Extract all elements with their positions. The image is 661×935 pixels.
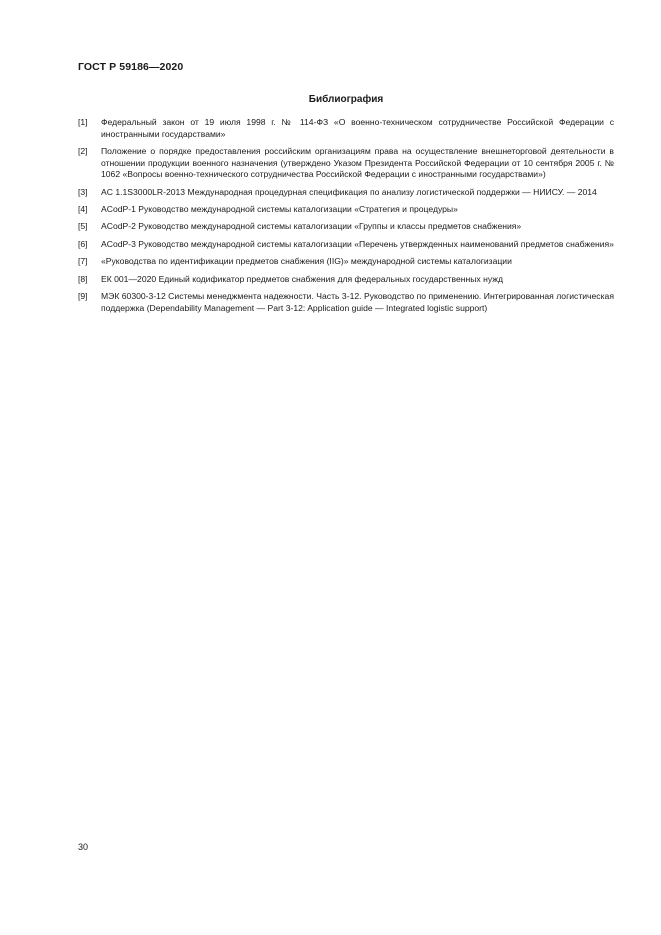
bibliography-item-number: [9] xyxy=(78,290,88,301)
bibliography-item xyxy=(78,146,614,181)
bibliography-item xyxy=(78,256,614,268)
bibliography-item-text: Федеральный закон от 19 июля 1998 г. № 114-ФЗ «О военно-техническом сотрудничестве Российской Федерации с иностранными государствами» xyxy=(101,117,614,139)
bibliography-item-number: [1] xyxy=(78,117,88,127)
bibliography-item xyxy=(78,187,614,199)
bibliography-item-text: «Руководства по идентификации предметов снабжения (IIG)» международной системы каталогизации xyxy=(101,256,512,267)
bibliography-item xyxy=(78,239,614,251)
bibliography-item-text: ACodP-3 Руководство международной системы каталогизации «Перечень утвержденных наименований предметов снабжения» xyxy=(101,238,614,249)
bibliography-item-number: [3] xyxy=(78,186,88,197)
bibliography-item-number: [2] xyxy=(78,145,88,156)
bibliography-item-text: AC 1.1S3000LR-2013 Международная процедурная спецификация по анализу логистической поддержки — НИИСУ. — 2014 xyxy=(101,186,597,197)
bibliography-item-number: [7] xyxy=(78,256,88,267)
document-code: ГОСТ Р 59186—2020 xyxy=(78,61,184,73)
bibliography-item xyxy=(78,221,614,233)
bibliography-item-number: [5] xyxy=(78,221,88,232)
bibliography-item xyxy=(78,117,614,140)
bibliography-item xyxy=(78,204,614,216)
page-number: 30 xyxy=(78,842,89,852)
bibliography-title: Библиография xyxy=(308,94,384,105)
bibliography-item xyxy=(78,274,614,286)
bibliography-item-number: [6] xyxy=(78,238,88,249)
bibliography-item-number: [4] xyxy=(78,203,88,214)
bibliography-item-number: [8] xyxy=(78,273,88,284)
bibliography-item xyxy=(78,291,614,314)
bibliography-item-text: МЭК 60300-3-12 Системы менеджмента надежности. Часть 3-12. Руководство по применению. Интегрированная логистическая поддержка (Dependability Management — Part 3-12: Application guide — Integrated logistic support) xyxy=(101,290,614,313)
bibliography-item-text: ЕК 001—2020 Единый кодификатор предметов снабжения для федеральных государственных нужд xyxy=(101,273,503,284)
bibliography-item-text: ACodP-2 Руководство международной системы каталогизации «Группы и классы предметов снабжения» xyxy=(101,221,522,232)
bibliography-item-text: ACodP-1 Руководство международной системы каталогизации «Стратегия и процедуры» xyxy=(101,203,458,214)
bibliography-list xyxy=(78,117,614,320)
bibliography-item-text: Положение о порядке предоставления российским организациям права на осуществление внешнеторговой деятельности в отношении продукции военного назначения (утверждено Указом Президента Российской Федерации от 10 сентября 2005 г. № 1062 «Вопросы военно-технического сотрудничества Российской Федерации с иностранными государствами») xyxy=(101,145,614,180)
